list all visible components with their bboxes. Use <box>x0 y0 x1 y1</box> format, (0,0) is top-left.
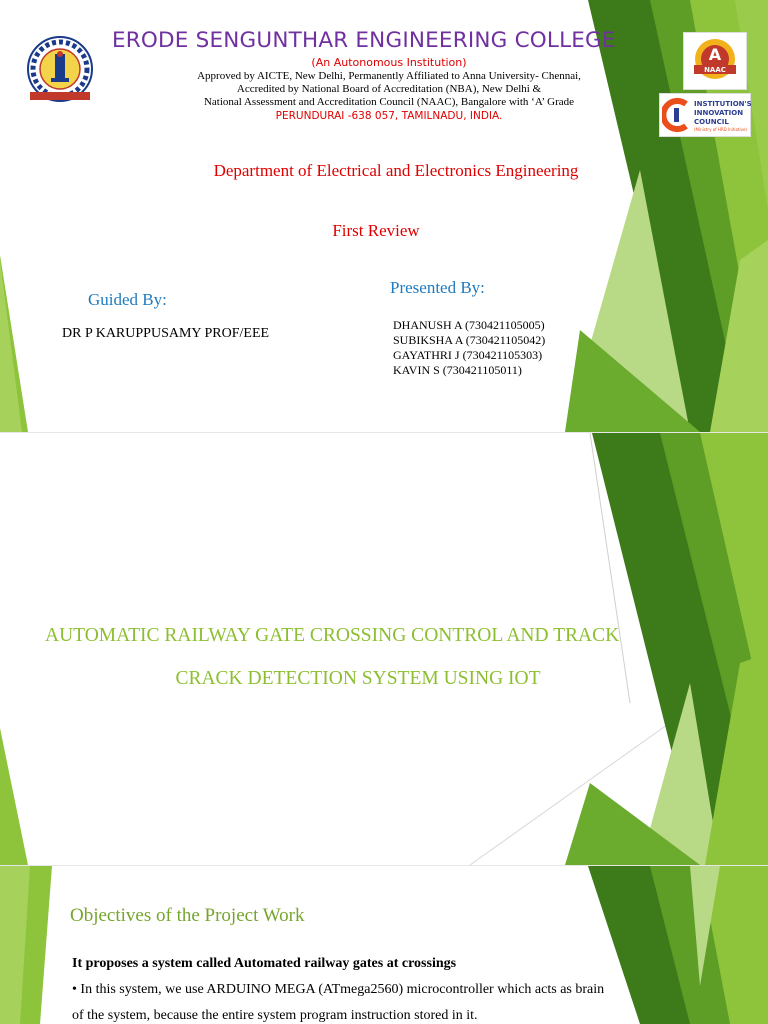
autonomous-label: (An Autonomous Institution) <box>311 56 467 69</box>
guide-name: DR P KARUPPUSAMY PROF/EEE <box>62 326 270 341</box>
presenter-item: SUBIKSHA A (730421105042) <box>393 333 546 347</box>
iic-line-2: INNOVATION <box>694 109 744 117</box>
presented-by-label: Presented By: <box>390 278 485 297</box>
naac-text: NAAC <box>704 66 726 74</box>
green-facet-decoration <box>0 866 768 1024</box>
approval-line-1: Approved by AICTE, New Delhi, Permanently Affiliated to Anna University- Chennai, <box>197 70 581 82</box>
presenter-item: KAVIN S (730421105011) <box>393 363 522 377</box>
iic-emblem-icon <box>662 98 692 132</box>
department-title: Department of Electrical and Electronics Engineering <box>213 161 579 180</box>
presenter-list <box>393 318 545 378</box>
green-facet-decoration <box>0 433 768 865</box>
iic-line-3: COUNCIL <box>694 118 729 126</box>
review-title: First Review <box>332 221 420 240</box>
approval-line-3: National Assessment and Accreditation Council (NAAC), Bangalore with ‘A’ Grade <box>203 96 575 108</box>
project-title-line-2: CRACK DETECTION SYSTEM USING IOT <box>175 668 541 689</box>
guided-by-label: Guided By: <box>88 290 167 309</box>
iic-line-1: INSTITUTION'S <box>694 100 752 108</box>
iic-logo <box>659 93 751 137</box>
objectives-bullet-line-1: • In this system, we use ARDUINO MEGA (ATmega2560) microcontroller which acts as brain <box>72 982 605 997</box>
presenter-item: GAYATHRI J (730421105303) <box>393 348 543 362</box>
presenter-item: DHANUSH A (730421105005) <box>393 318 545 332</box>
naac-letter: A <box>708 45 722 64</box>
approval-line-2: Accredited by National Board of Accreditation (NBA), New Delhi & <box>236 83 542 95</box>
slide-title <box>0 0 768 432</box>
objectives-bullet-line-2: of the system, because the entire system program instruction stored in it. <box>72 1008 478 1023</box>
objectives-heading: Objectives of the Project Work <box>70 905 305 926</box>
college-name: ERODE SENGUNTHAR ENGINEERING COLLEGE <box>112 28 616 53</box>
college-location: PERUNDURAI -638 057, TAMILNADU, INDIA. <box>275 110 503 122</box>
iic-line-4: (Ministry of HRD Initiative) <box>694 127 747 132</box>
naac-logo <box>683 32 747 90</box>
slide-objectives <box>0 866 768 1024</box>
project-title-line-1: AUTOMATIC RAILWAY GATE CROSSING CONTROL AND TRACK <box>45 625 620 646</box>
objectives-intro: It proposes a system called Automated railway gates at crossings <box>72 956 457 971</box>
slide-project-title <box>0 433 768 865</box>
